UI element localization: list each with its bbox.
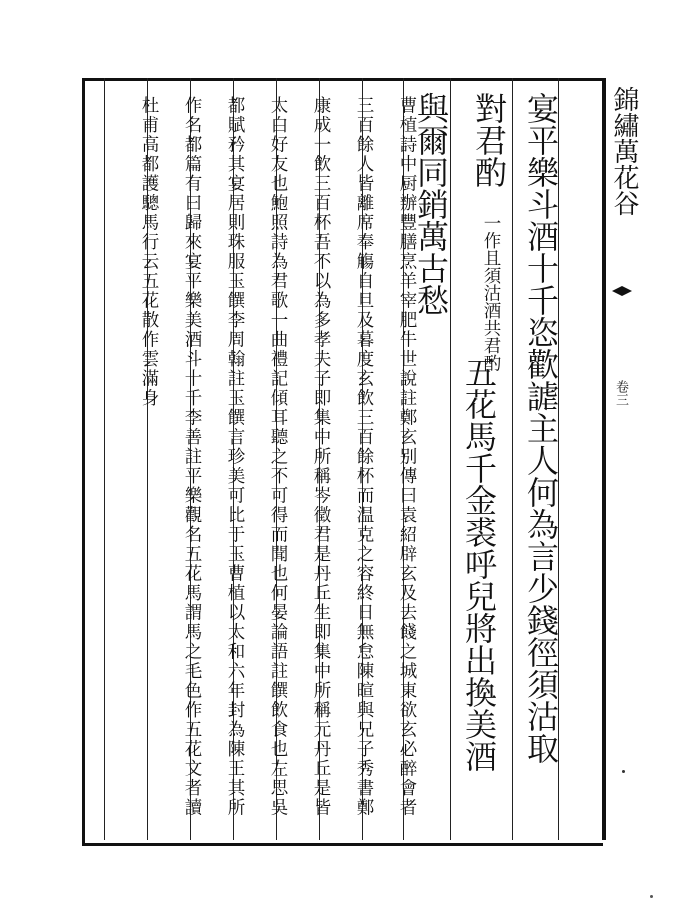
annotation-inline-1: 一作且須沽酒共君酌 bbox=[481, 214, 501, 372]
book-title: 錦繡萬花谷 bbox=[609, 86, 639, 216]
commentary-block: 曹植詩中厨辦豐膳烹羊宰肥牛世說註鄭玄别傳曰袁紹辟玄及去餞之城東欲玄必醉會者三百餘人皆離席奉觴自旦及暮度玄飲三百餘杯而温克之容終日無怠陳暄與兄子秀書鄭康成一飲三百杯吾不以為多孝夫子即集中所稱岑徵君是丹丘生即集中所稱元丹丘是皆太白好友也鮑照詩為君歌一曲禮記傾耳聽之不可得而聞也何晏論語註饌飲食也左思吳都賦矜其宴居則珠服玉饌李周翰註玉饌言珍美可比于玉曹植以太和六年封為陳王其所作名都篇有曰歸來宴平樂美酒斗十千李善註平樂觀名五花馬謂馬之毛色作五花文者讀杜甫高都護驄馬行云五花散作雲滿身 bbox=[139, 96, 417, 818]
volume-label: 卷三 bbox=[613, 380, 628, 406]
text-column-3: 五花馬千金裘呼兒將出換美酒 bbox=[460, 356, 498, 772]
margin-border bbox=[602, 78, 606, 840]
column-rule bbox=[512, 78, 513, 840]
ink-dot bbox=[650, 895, 653, 898]
text-column-1: 宴平樂斗酒十千恣歡謔主人何為言少錢徑須沽取 bbox=[522, 92, 560, 764]
fishtail-mark-icon bbox=[612, 286, 632, 296]
text-column-4: 與爾同銷萬古愁 bbox=[412, 92, 450, 316]
ink-dot bbox=[622, 770, 625, 773]
text-column-2: 對君酌 bbox=[470, 92, 508, 188]
